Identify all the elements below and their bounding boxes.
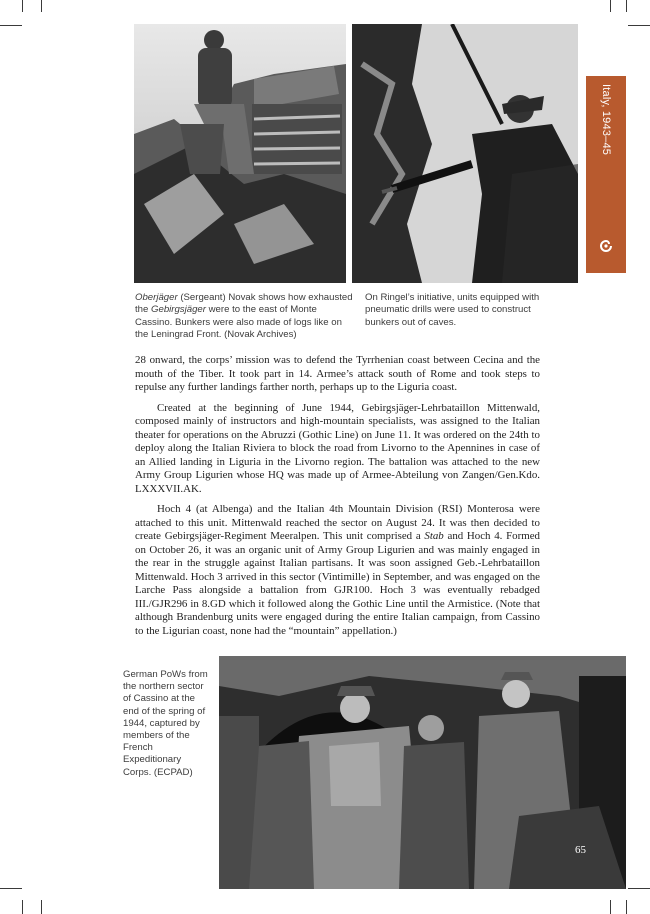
chapter-swirl-icon [596,236,616,256]
caption-top-right: On Ringel’s initiative, units equipped with pneumatic drills were used to construct bunkers out of caves. [365,292,540,328]
photo-soldier-drill [352,24,578,283]
paragraph: 28 onward, the corps’ mission was to defend the Tyrrhenian coast between Cecina and the mouth of the Tiber. It took part in 14. Armee’s attack south of Rome and took steps to repulse any further landings farther north, perhaps up to the Liguria coast. [135,354,540,393]
paragraph-italic: Stab [424,530,444,542]
caption-italic: Oberjäger [135,292,178,303]
paragraph-text: Hoch 4 (at Albenga) and the Italian 4th Mountain Division (RSI) Monterosa were attached to this unit. Mittenwald reached the sector on August 24. It was then decided to create Gebirgsjäger-Regiment Meeralpen. This unit comprised a [135,503,540,542]
caption-text: were to the east of Monte Cassino. Bunkers were also made of logs like on the Leningrad Front. (Novak Archives) [135,304,342,341]
photo-pows-group [219,656,626,889]
paragraph: Created at the beginning of June 1944, Gebirgsjäger-Lehrbataillon Mittenwald, composed mainly of instructors and high-mountain specialists, was assigned to the Italian theater for operations on the Abruzzi (Gothic Line) on June 11. It was ordered on the 24th to deploy along the Italian Riviera to block the road from Livorno to the Apennines in case of an Allied landing in Liguria in the Livorno region. The battalion was attached to the new Army Group Ligurien whose HQ was made up of Armee-Abteilung von Zangen/Gen.Kdo. LXXXVII.AK. [135,401,540,495]
crop-mark [41,0,42,12]
caption-text: (Sergeant) Novak shows how exhausted the [135,292,353,316]
crop-mark [22,0,23,12]
crop-mark [0,25,22,26]
crop-mark [22,900,23,914]
caption-bottom: German PoWs from the northern sector of Cassino at the end of the spring of 1944, captured by members of the French Expeditionary Corps. (ECPAD) [123,669,208,778]
body-text [135,354,540,645]
photo-soldier-bunker [134,24,346,283]
crop-mark [628,888,650,889]
crop-mark [0,888,22,889]
crop-mark [626,0,627,12]
crop-mark [626,900,627,914]
chapter-tab-label: Italy, 1943–45 [600,84,612,156]
paragraph [135,503,540,638]
crop-mark [628,25,650,26]
crop-mark [610,900,611,914]
crop-mark [610,0,611,12]
paragraph-text: and Hoch 4. Formed on October 26, it was an organic unit of Army Group Ligurien and was mainly engaged in the rear in the struggle against Italian partisans. It was soon assigned Geb.-Lehrbataillon Mittenwald. Hoch 3 arrived in this sector (Vintimille) in September, and was engaged on the Larche Pass alongside a battalion from GJR100. Hoch 3 was eventually rebadged III./GJR296 in 8.GD which it followed along the Gothic Line until the Armistice. (Note that although Brandenburg units were engaged during the entire Italian campaign, from Cassino to the Ligurian coast, none had the “mountain” appellation.) [135,530,540,637]
crop-mark [41,900,42,914]
page-number: 65 [575,844,586,856]
caption-top-left [135,292,353,342]
caption-italic: Gebirgsjäger [151,304,206,316]
